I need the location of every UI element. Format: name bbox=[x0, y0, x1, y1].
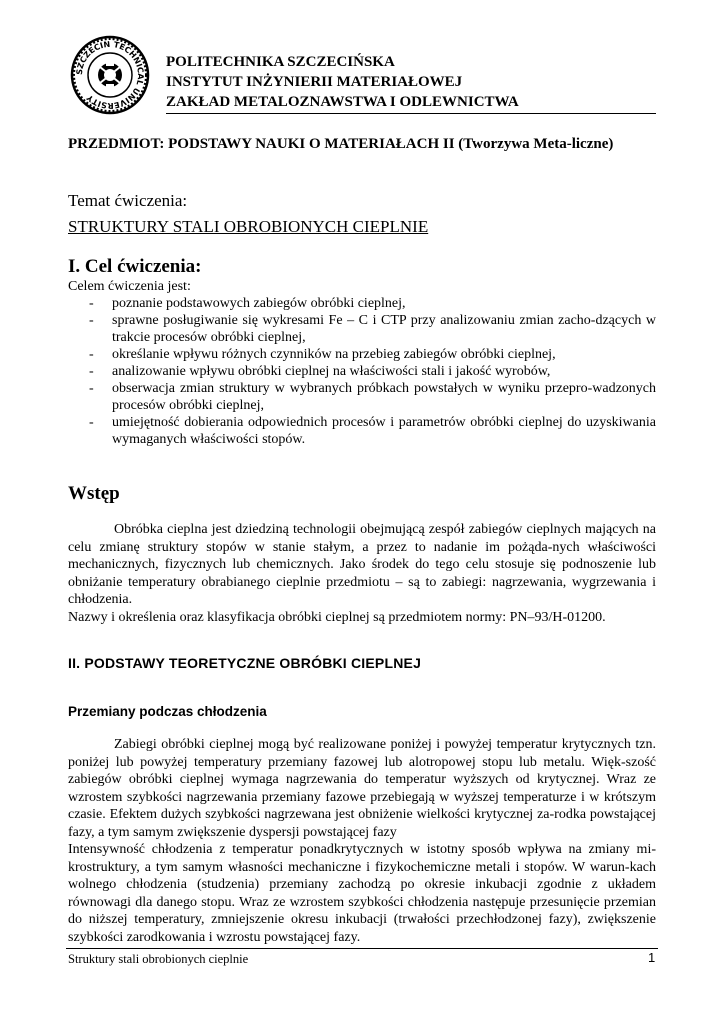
theory-section bbox=[68, 736, 656, 946]
institute-name: INSTYTUT INŻYNIERII MATERIAŁOWEJ bbox=[166, 74, 463, 90]
subsection-heading-cooling: Przemiany podczas chłodzenia bbox=[68, 704, 267, 719]
goal-list bbox=[68, 295, 656, 448]
section-heading-goal: I. Cel ćwiczenia: bbox=[68, 256, 202, 277]
subject-line: PRZEDMIOT: PODSTAWY NAUKI O MATERIAŁACH II (Tworzywa Meta-liczne) bbox=[68, 136, 614, 152]
section-heading-theory: II. PODSTAWY TEORETYCZNE OBRÓBKI CIEPLNEJ bbox=[68, 655, 422, 671]
list-item: - sprawne posługiwanie się wykresami Fe – C i CTP przy analizowaniu zmian zacho-dzących w trakcie procesów obróbki cieplnej, bbox=[89, 313, 656, 345]
paragraph: Zabiegi obróbki cieplnej mogą być realizowane poniżej i powyżej temperatur krytycznych tzn. poniżej lub powyżej temperatury przemiany fazowej lub alotropowej stopu lub metalu. Więk-szość zabiegów obróbki cieplnej wymaga nagrzewania do temperatur wyższych od krytycznej. Wraz ze wzrostem szybkości nagrzewania przemiany fazowe przebiegają w wyższej temperaturze i w krótszym czasie. Efektem dużych szybkości nagrzewana jest obniżenie wielkości krytycznej za-rodka powstającej fazy, a tym samym zwiększenie dyspersji powstającej fazy bbox=[68, 737, 656, 840]
svg-text:SZCZECIN TECHNICAL UNIVERSITY: SZCZECIN TECHNICAL UNIVERSITY bbox=[74, 39, 146, 111]
topic-label: Temat ćwiczenia: bbox=[68, 191, 188, 210]
paragraph: Obróbka cieplna jest dziedziną technologii obejmującą zespół zabiegów cieplnych mających na celu zmianę struktury stopów w stanie stałym, a przez to nadanie im pożąda-nych właściwości mechanicznych, fizycznych lub chemicznych. Jako środek do tego celu stosuje się podnoszenie lub obniżanie temperatury obrabianego cieplnie przedmiotu – są to zabiegi: nagrzewania, wygrzewania i chłodzenia. bbox=[68, 522, 656, 607]
list-item: - poznanie podstawowych zabiegów obróbki cieplnej, bbox=[89, 296, 406, 311]
page-number: 1 bbox=[648, 950, 656, 965]
institution-header bbox=[166, 52, 666, 112]
paragraph: Nazwy i określenia oraz klasyfikacja obróbki cieplnej są przedmiotem normy: PN–93/H-01200. bbox=[68, 609, 606, 625]
university-seal-logo bbox=[60, 35, 160, 115]
goal-section bbox=[68, 278, 656, 448]
introduction-section bbox=[68, 521, 656, 626]
list-item: - określanie wpływu różnych czynników na przebieg zabiegów obróbki cieplnej, bbox=[89, 347, 556, 362]
list-item: - analizowanie wpływu obróbki cieplnej na właściwości stali i jakość wyrobów, bbox=[89, 364, 551, 379]
footer-rule bbox=[66, 948, 658, 949]
section-heading-introduction: Wstęp bbox=[68, 483, 120, 504]
footer-title: Struktury stali obrobionych cieplnie bbox=[68, 952, 249, 966]
university-name: POLITECHNIKA SZCZECIŃSKA bbox=[166, 54, 395, 70]
header-rule bbox=[166, 113, 656, 114]
list-item: - umiejętność dobierania odpowiednich procesów i parametrów obróbki cieplnej do uzyskiwania wymaganych właściwości stopów. bbox=[89, 415, 656, 447]
paragraph: Intensywność chłodzenia z temperatur ponadkrytycznych w istotny sposób wpływa na zmiany mi-krostruktury, a tym samym własności mechaniczne i fizykochemiczne metali i stopów. W warun-kach wolnego chłodzenia (studzenia) przemiany zachodzą po okresie inkubacji zgodnie z układem równowagi dla danego stopu. Wraz ze wzrostem szybkości chłodzenia następuje przesunięcie przemian do niższej temperatury, zmniejszenie okresu inkubacji (trwałości przechłodzonej fazy), zwiększenie szybkości zarodkowania i wzrostu powstającej fazy. bbox=[68, 842, 656, 945]
list-item: - obserwacja zmian struktury w wybranych próbkach powstałych w wyniku przepro-wadzonych procesów obróbki cieplnej, bbox=[89, 381, 656, 413]
topic-title: STRUKTURY STALI OBROBIONYCH CIEPLNIE bbox=[68, 217, 429, 236]
goal-lead: Celem ćwiczenia jest: bbox=[68, 279, 191, 294]
department-name: ZAKŁAD METALOZNAWSTWA I ODLEWNICTWA bbox=[166, 94, 519, 110]
